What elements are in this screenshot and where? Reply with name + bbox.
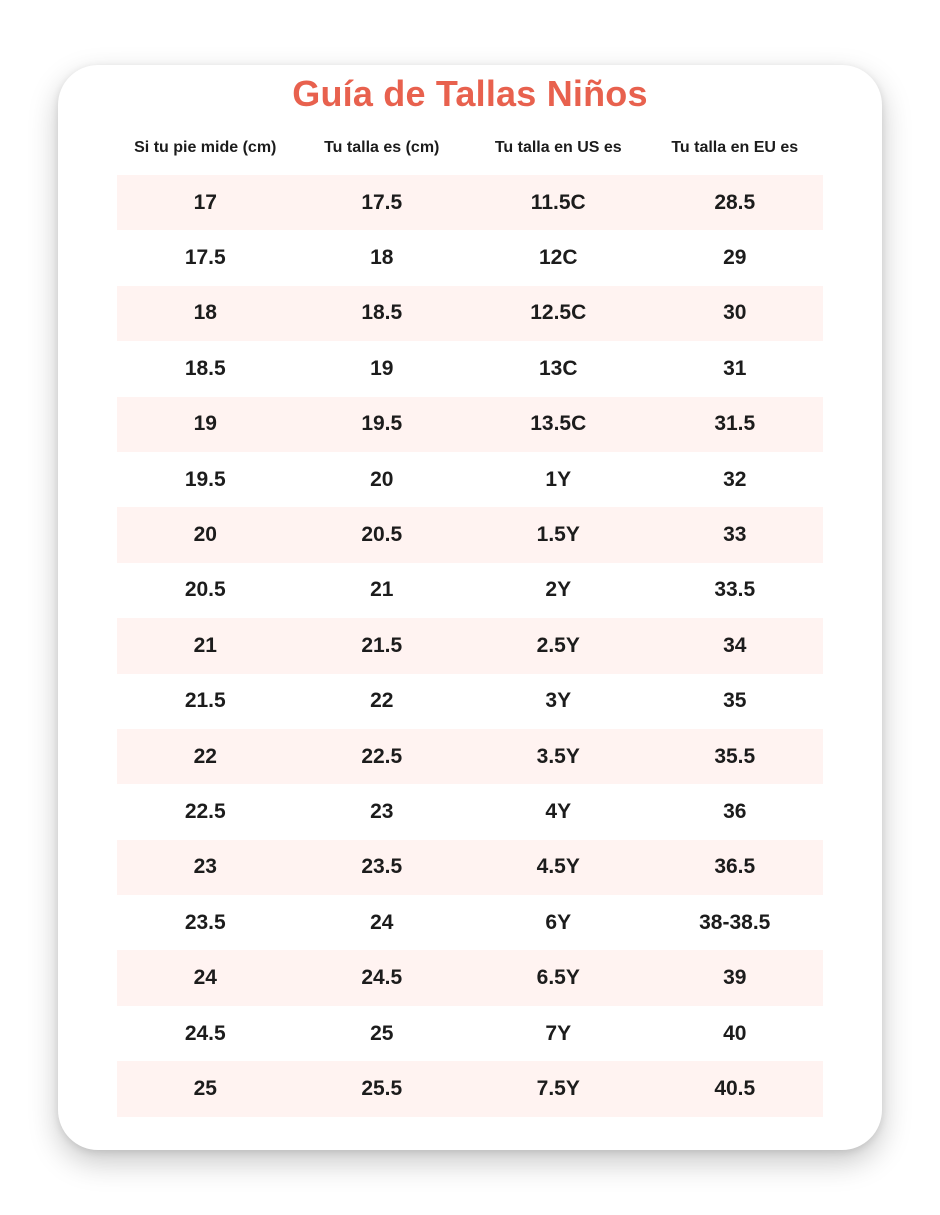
cell-size-cm: 22.5 <box>361 744 403 768</box>
cell-size-eu: 35 <box>723 689 747 713</box>
cell-size-eu: 28.5 <box>714 190 756 214</box>
table-row <box>117 230 823 285</box>
table-header-row <box>117 130 823 166</box>
table-row <box>117 895 823 950</box>
cell-foot-length: 18.5 <box>184 356 226 380</box>
cell-size-us: 7Y <box>545 1021 572 1045</box>
cell-foot-length: 21 <box>193 633 217 657</box>
cell-size-cm: 20 <box>370 467 394 491</box>
cell-size-cm: 19 <box>370 356 394 380</box>
cell-size-cm: 25.5 <box>361 1076 403 1100</box>
cell-size-eu: 31 <box>723 356 747 380</box>
header-size-eu: Tu talla en EU es <box>671 139 799 156</box>
header-size-us: Tu talla en US es <box>494 139 622 156</box>
cell-size-cm: 18.5 <box>361 301 403 325</box>
cell-foot-length: 23.5 <box>184 910 226 934</box>
table-row <box>117 618 823 673</box>
cell-size-cm: 20.5 <box>361 523 403 547</box>
cell-size-eu: 38-38.5 <box>699 910 771 934</box>
table-row <box>117 507 823 562</box>
cell-foot-length: 24.5 <box>184 1021 226 1045</box>
cell-size-us: 2.5Y <box>536 633 580 657</box>
table-row <box>117 729 823 784</box>
cell-foot-length: 25 <box>193 1076 217 1100</box>
cell-size-cm: 24.5 <box>361 966 403 990</box>
cell-size-us: 13C <box>538 356 578 380</box>
cell-foot-length: 20 <box>193 523 217 547</box>
table-row <box>117 175 823 230</box>
cell-size-cm: 24 <box>370 910 394 934</box>
cell-size-us: 3Y <box>545 689 572 713</box>
table-row <box>117 286 823 341</box>
cell-foot-length: 24 <box>193 966 217 990</box>
cell-size-us: 7.5Y <box>536 1076 580 1100</box>
cell-size-eu: 32 <box>723 467 747 491</box>
cell-foot-length: 19.5 <box>184 467 226 491</box>
cell-size-us: 2Y <box>545 578 572 602</box>
cell-size-cm: 18 <box>370 246 394 270</box>
cell-foot-length: 23 <box>193 855 217 879</box>
table-row <box>117 1061 823 1116</box>
cell-size-eu: 35.5 <box>714 744 756 768</box>
cell-size-us: 6.5Y <box>536 966 580 990</box>
cell-size-eu: 29 <box>723 246 747 270</box>
cell-size-cm: 23.5 <box>361 855 403 879</box>
cell-size-eu: 36.5 <box>714 855 756 879</box>
cell-size-us: 1.5Y <box>536 523 580 547</box>
cell-size-cm: 19.5 <box>361 412 403 436</box>
cell-size-eu: 33 <box>723 523 747 547</box>
cell-size-us: 3.5Y <box>536 744 580 768</box>
cell-size-us: 11.5C <box>530 190 586 214</box>
cell-size-cm: 25 <box>370 1021 394 1045</box>
size-table <box>117 130 823 1100</box>
cell-size-us: 4Y <box>545 799 572 823</box>
table-body <box>117 175 823 1117</box>
header-foot-length: Si tu pie mide (cm) <box>134 139 277 156</box>
cell-foot-length: 18 <box>193 301 217 325</box>
cell-foot-length: 22 <box>193 744 217 768</box>
cell-size-cm: 23 <box>370 799 394 823</box>
cell-foot-length: 21.5 <box>184 689 226 713</box>
table-row <box>117 1006 823 1061</box>
table-row <box>117 397 823 452</box>
table-row <box>117 563 823 618</box>
page-title: Guía de Tallas Niños <box>292 73 648 114</box>
cell-foot-length: 22.5 <box>184 799 226 823</box>
cell-foot-length: 20.5 <box>184 578 226 602</box>
cell-size-cm: 21 <box>370 578 394 602</box>
cell-size-eu: 39 <box>723 966 747 990</box>
table-row <box>117 840 823 895</box>
cell-size-us: 6Y <box>545 910 572 934</box>
cell-size-us: 12.5C <box>530 301 587 325</box>
cell-size-eu: 36 <box>723 799 747 823</box>
cell-foot-length: 17 <box>193 190 217 214</box>
cell-size-us: 13.5C <box>530 412 587 436</box>
cell-size-us: 12C <box>538 246 578 270</box>
table-row <box>117 674 823 729</box>
cell-size-us: 1Y <box>545 467 572 491</box>
table-row <box>117 784 823 839</box>
cell-size-cm: 22 <box>370 689 394 713</box>
cell-size-eu: 40.5 <box>714 1076 756 1100</box>
table-row <box>117 452 823 507</box>
cell-size-cm: 17.5 <box>361 190 403 214</box>
header-size-cm: Tu talla es (cm) <box>324 139 440 156</box>
cell-size-eu: 33.5 <box>714 578 756 602</box>
table-row <box>117 341 823 396</box>
cell-size-cm: 21.5 <box>361 633 403 657</box>
table-row <box>117 950 823 1005</box>
cell-size-eu: 34 <box>723 633 747 657</box>
cell-size-eu: 31.5 <box>714 412 756 436</box>
cell-foot-length: 17.5 <box>184 246 226 270</box>
cell-size-eu: 30 <box>723 301 747 325</box>
cell-foot-length: 19 <box>193 412 217 436</box>
cell-size-eu: 40 <box>723 1021 747 1045</box>
cell-size-us: 4.5Y <box>536 855 580 879</box>
